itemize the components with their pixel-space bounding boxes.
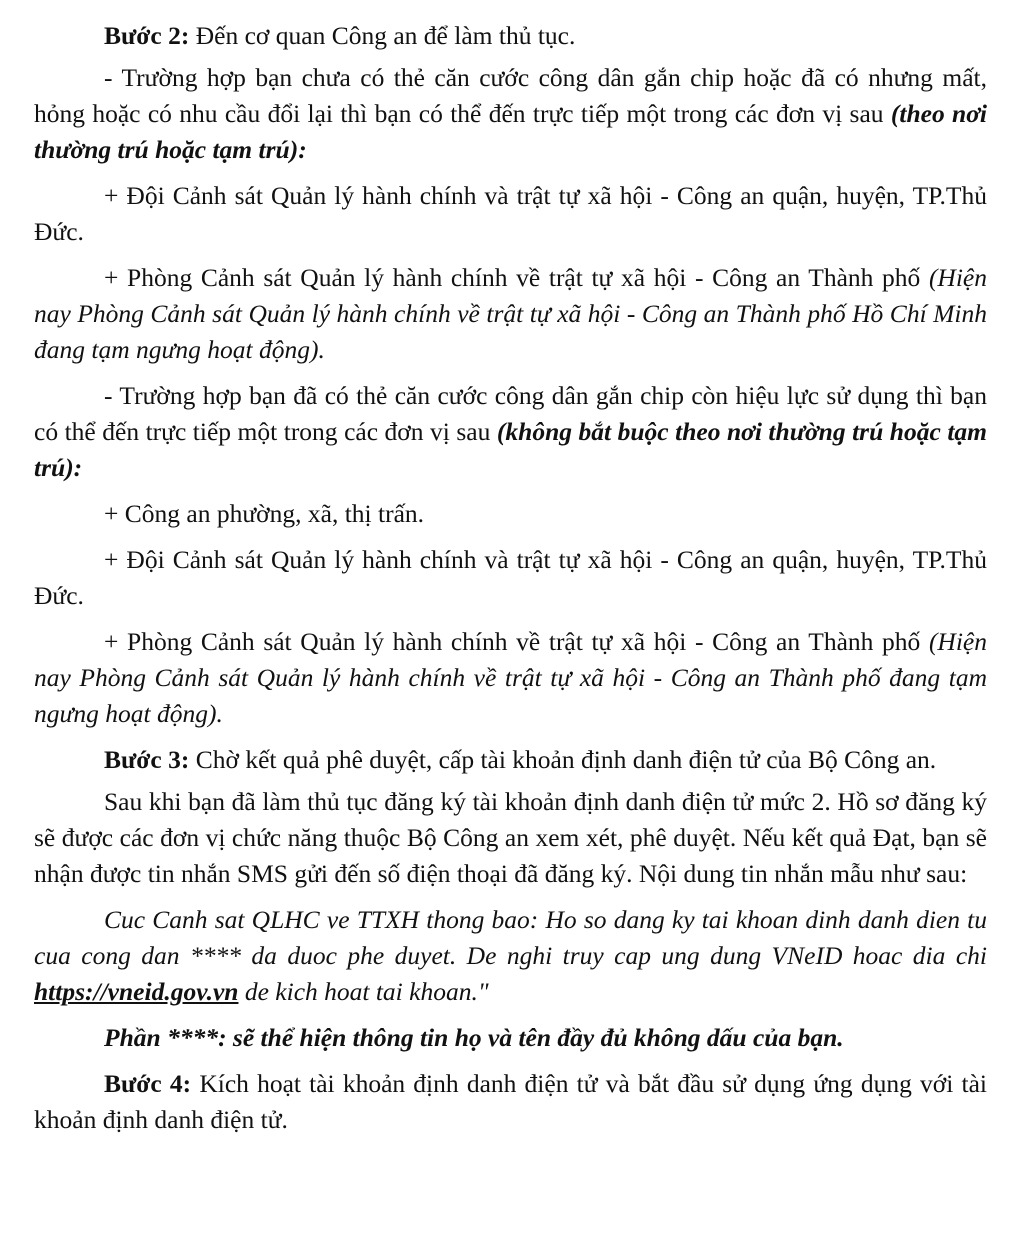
sms-sample [34, 902, 987, 1010]
step3-note: Phần ****: sẽ thể hiện thông tin họ và tên đầy đủ không dấu của bạn. [104, 1023, 844, 1052]
step2-heading [34, 18, 987, 54]
case1-item2-note: (Hiện nay Phòng Cảnh sát Quản lý hành chính về trật tự xã hội - Công an Thành phố Hồ Chí Minh đang tạm ngưng hoạt động). [34, 263, 987, 364]
step4-title: Kích hoạt tài khoản định danh điện tử và bắt đầu sử dụng ứng dụng với tài khoản định danh điện tử. [34, 1069, 987, 1134]
step4-heading [34, 1066, 987, 1138]
case1-note: (theo nơi thường trú hoặc tạm trú): [34, 99, 988, 164]
vneid-link[interactable]: https://vneid.gov.vn [34, 977, 239, 1006]
case2-item1: + Công an phường, xã, thị trấn. [104, 499, 425, 528]
step2-title: Đến cơ quan Công an để làm thủ tục. [189, 21, 576, 50]
sms-text-before: Cuc Canh sat QLHC ve TTXH thong bao: Ho so dang ky tai khoan dinh danh dien tu cua cong dan **** da duoc phe duyet. De nghi truy cap ung dung VNeID hoac dia chi [34, 905, 987, 970]
step3-label: Bước 3: [104, 745, 190, 774]
case2-paragraph [34, 378, 987, 486]
step2-label: Bước 2: [104, 21, 190, 50]
step3-heading [34, 742, 987, 778]
case2-item2: + Đội Cảnh sát Quản lý hành chính và trật tự xã hội - Công an quận, huyện, TP.Thủ Đức. [34, 545, 987, 610]
case1-item2-text: + Phòng Cảnh sát Quản lý hành chính về trật tự xã hội - Công an Thành phố [104, 263, 929, 292]
case1-paragraph [34, 60, 987, 168]
case2-item3-text: + Phòng Cảnh sát Quản lý hành chính về trật tự xã hội - Công an Thành phố [104, 627, 929, 656]
case1-item2 [34, 260, 987, 368]
case2-text: - Trường hợp bạn đã có thẻ căn cước công dân gắn chip còn hiệu lực sử dụng thì bạn có thể đến trực tiếp một trong các đơn vị sau [34, 381, 987, 446]
case2-item3-note: (Hiện nay Phòng Cảnh sát Quản lý hành chính về trật tự xã hội - Công an Thành phố đang tạm ngưng hoạt động). [34, 627, 987, 728]
sms-text-after: de kich hoat tai khoan." [238, 977, 489, 1006]
case2-item3 [34, 624, 987, 732]
case1-item1: + Đội Cảnh sát Quản lý hành chính và trật tự xã hội - Công an quận, huyện, TP.Thủ Đức. [34, 181, 987, 246]
case1-text: - Trường hợp bạn chưa có thẻ căn cước công dân gắn chip hoặc đã có nhưng mất, hỏng hoặc có nhu cầu đổi lại thì bạn có thể đến trực tiếp một trong các đơn vị sau [34, 63, 987, 128]
step4-label: Bước 4: [104, 1069, 192, 1098]
step3-title: Chờ kết quả phê duyệt, cấp tài khoản định danh điện tử của Bộ Công an. [189, 745, 937, 774]
step3-body: Sau khi bạn đã làm thủ tục đăng ký tài khoản định danh điện tử mức 2. Hồ sơ đăng ký sẽ được các đơn vị chức năng thuộc Bộ Công an xem xét, phê duyệt. Nếu kết quả Đạt, bạn sẽ nhận được tin nhắn SMS gửi đến số điện thoại đã đăng ký. Nội dung tin nhắn mẫu như sau: [34, 787, 987, 888]
case2-note: (không bắt buộc theo nơi thường trú hoặc tạm trú): [34, 417, 987, 482]
